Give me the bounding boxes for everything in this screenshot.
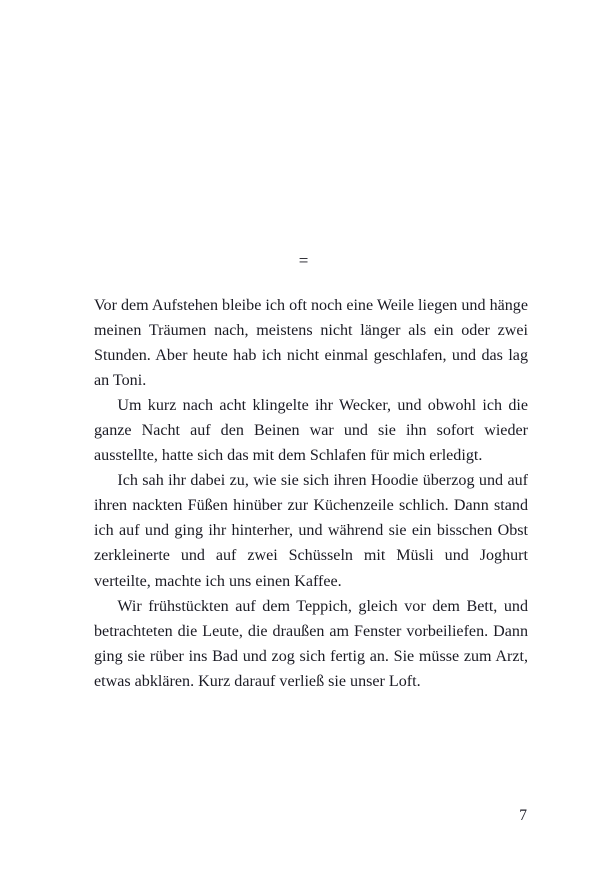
paragraph: Wir frühstückten auf dem Teppich, gleich vor dem Bett, und betrachteten die Leute, die draußen am Fenster vorbeiliefen. Dann ging sie rüber ins Bad und zog sich fertig an. Sie müsse zum Arzt, etwas abklären. Kurz darauf verließ sie unser Loft. [94,597,528,690]
section-ornament-equals-icon: = [298,251,309,270]
paragraph: Um kurz nach acht klingelte ihr Wecker, und obwohl ich die ganze Nacht auf den Beinen war und sie ihn sofort wieder ausstellte, hatte sich das mit dem Schlafen für mich erledigt. [94,397,528,465]
paragraph: Ich sah ihr dabei zu, wie sie sich ihren Hoodie überzog und auf ihren nackten Füßen hinüber zur Küchenzeile schlich. Dann stand ich auf und ging ihr hinterher, und während sie ein bisschen Obst zerkleinerte und auf zwei Schüsseln mit Müsli und Joghurt verteilte, machte ich uns einen Kaffee. [94,472,528,590]
body-text-block [94,293,528,694]
paragraph: Vor dem Aufstehen bleibe ich oft noch eine Weile liegen und hänge meinen Träumen nach, meistens nicht länger als ein oder zwei Stunden. Aber heute hab ich nicht einmal geschlafen, und das lag an Toni. [94,297,528,390]
page-number: 7 [519,807,527,824]
